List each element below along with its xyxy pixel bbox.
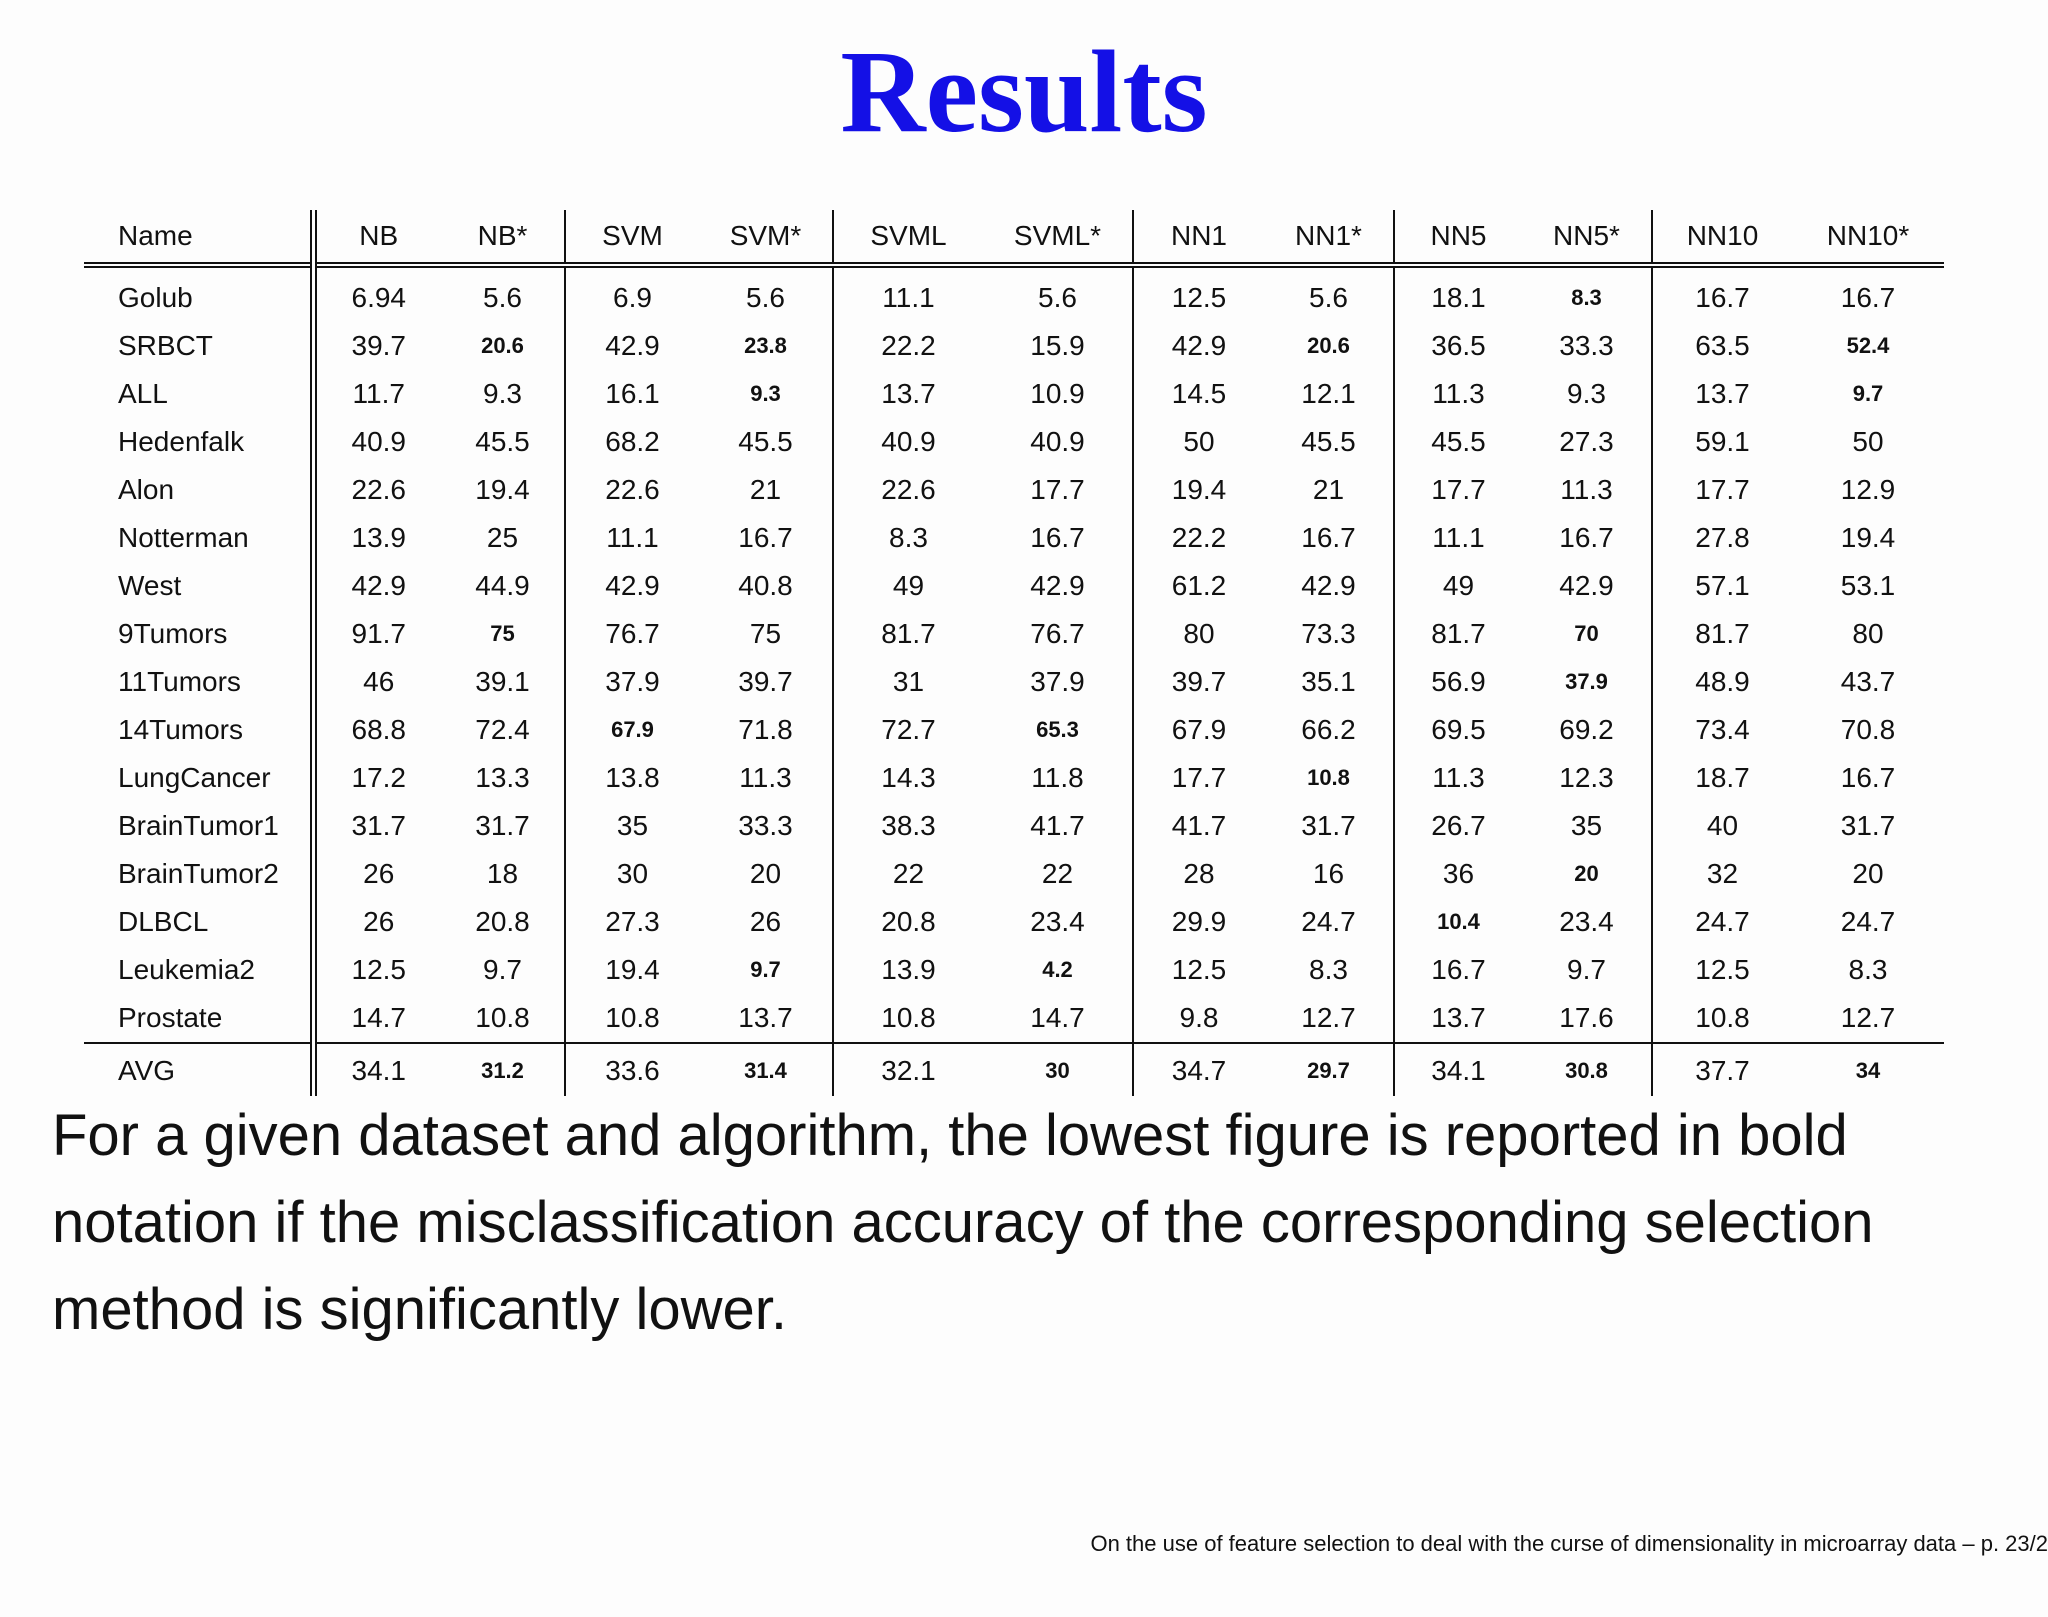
value-cell: 75 (749, 618, 782, 649)
value-cell: 12.9 (1840, 474, 1896, 505)
value-cell: 42.9 (565, 562, 699, 610)
caption-text: For a given dataset and algorithm, the lowest figure is reported in bold notation if the misclassification accuracy of the corresponding selection method is significantly lower. (52, 1103, 1874, 1342)
value-cell: 32 (1652, 850, 1792, 898)
table-row (84, 994, 1944, 1043)
value-cell: 4.2 (1042, 957, 1073, 982)
value-cell: 45.5 (738, 426, 793, 457)
value-cell: 75 (490, 621, 515, 646)
column-header-nn1-star: NN1* (1264, 210, 1394, 265)
value-cell: 52.4 (1846, 333, 1890, 358)
value-cell: 11.3 (1560, 474, 1613, 505)
value-cell: 42.9 (1030, 570, 1085, 601)
value-cell: 11.1 (1394, 514, 1522, 562)
value-cell: 17.7 (1133, 754, 1264, 802)
value-cell: 39.1 (475, 666, 530, 697)
value-cell: 11.8 (1031, 762, 1084, 793)
table-row (84, 754, 1944, 802)
value-cell: 19.4 (1840, 522, 1896, 553)
value-cell: 13.7 (1394, 994, 1522, 1043)
value-cell: 12.7 (1301, 1002, 1356, 1033)
table-row (84, 322, 1944, 370)
value-cell: 18.1 (1394, 265, 1522, 322)
value-cell: 40.9 (313, 418, 441, 466)
value-cell: 40.9 (1030, 426, 1085, 457)
value-cell: 24.7 (1301, 906, 1356, 937)
value-cell: 10.8 (565, 994, 699, 1043)
value-cell: 27.3 (1559, 426, 1614, 457)
column-header-svml-star: SVML* (983, 210, 1133, 265)
value-cell: 19.4 (565, 946, 699, 994)
value-cell: 73.4 (1652, 706, 1792, 754)
value-cell: 71.8 (738, 714, 793, 745)
results-table-container (84, 210, 1944, 1096)
value-cell: 35.1 (1301, 666, 1356, 697)
value-cell: 81.7 (833, 610, 983, 658)
value-cell: 56.9 (1394, 658, 1522, 706)
value-cell: 31.7 (313, 802, 441, 850)
value-cell: 20.8 (475, 906, 530, 937)
value-cell: 39.7 (313, 322, 441, 370)
table-row (84, 946, 1944, 994)
value-cell: 48.9 (1652, 658, 1792, 706)
value-cell: 9.7 (1567, 954, 1606, 985)
value-cell: 22.6 (833, 466, 983, 514)
table-row (84, 802, 1944, 850)
value-cell: 22 (1041, 858, 1074, 889)
table-row (84, 514, 1944, 562)
value-cell: 19.4 (475, 474, 530, 505)
column-header-nn5-star: NN5* (1522, 210, 1652, 265)
value-cell: 16.7 (1394, 946, 1522, 994)
table-row (84, 418, 1944, 466)
value-cell: 26 (749, 906, 782, 937)
column-header-nn10: NN10 (1652, 210, 1792, 265)
value-cell: 37.7 (1652, 1043, 1792, 1096)
value-cell: 9.8 (1133, 994, 1264, 1043)
table-row (84, 658, 1944, 706)
value-cell: 32.1 (833, 1043, 983, 1096)
value-cell: 16.7 (738, 522, 793, 553)
value-cell: 63.5 (1652, 322, 1792, 370)
value-cell: 14.5 (1133, 370, 1264, 418)
value-cell: 23.4 (1559, 906, 1614, 937)
value-cell: 76.7 (565, 610, 699, 658)
value-cell: 70 (1574, 621, 1599, 646)
value-cell: 57.1 (1652, 562, 1792, 610)
value-cell: 5.6 (1038, 282, 1077, 313)
value-cell: 49 (833, 562, 983, 610)
value-cell: 13.7 (833, 370, 983, 418)
value-cell: 69.5 (1394, 706, 1522, 754)
dataset-name-cell: Hedenfalk (118, 426, 245, 457)
value-cell: 20 (749, 858, 782, 889)
value-cell: 45.5 (1394, 418, 1522, 466)
value-cell: 25 (486, 522, 519, 553)
value-cell: 28 (1133, 850, 1264, 898)
value-cell: 22.2 (1133, 514, 1264, 562)
value-cell: 53.1 (1840, 570, 1896, 601)
table-row (84, 466, 1944, 514)
value-cell: 43.7 (1840, 666, 1896, 697)
value-cell: 6.94 (313, 265, 441, 322)
value-cell: 26.7 (1394, 802, 1522, 850)
value-cell: 30.8 (1522, 1043, 1652, 1096)
value-cell: 20.6 (1307, 333, 1350, 358)
value-cell: 14.3 (833, 754, 983, 802)
value-cell: 37.9 (1565, 669, 1608, 694)
value-cell: 22 (833, 850, 983, 898)
value-cell: 12.5 (1133, 946, 1264, 994)
value-cell: 81.7 (1394, 610, 1522, 658)
value-cell: 29.9 (1133, 898, 1264, 946)
table-row (84, 898, 1944, 946)
dataset-name-cell: 14Tumors (118, 714, 244, 745)
value-cell: 13.7 (1652, 370, 1792, 418)
value-cell: 9.3 (483, 378, 522, 409)
table-row (84, 706, 1944, 754)
value-cell: 9.3 (1567, 378, 1606, 409)
value-cell: 42.9 (1559, 570, 1614, 601)
value-cell: 8.3 (1571, 285, 1602, 310)
dataset-name-cell: ALL (118, 378, 168, 409)
value-cell: 38.3 (833, 802, 983, 850)
value-cell: 19.4 (1133, 466, 1264, 514)
value-cell: 37.9 (565, 658, 699, 706)
column-header-svml: SVML (833, 210, 983, 265)
value-cell: 30 (983, 1043, 1133, 1096)
value-cell: 8.3 (1309, 954, 1348, 985)
value-cell: 24.7 (1840, 906, 1896, 937)
value-cell: 16.7 (1840, 762, 1896, 793)
value-cell: 5.6 (1309, 282, 1348, 313)
value-cell: 34.1 (1394, 1043, 1522, 1096)
value-cell: 65.3 (1036, 717, 1079, 742)
dataset-name-cell: Leukemia2 (118, 954, 255, 985)
value-cell: 34.1 (313, 1043, 441, 1096)
value-cell: 34.7 (1133, 1043, 1264, 1096)
value-cell: 5.6 (746, 282, 785, 313)
value-cell: 80 (1852, 618, 1884, 649)
value-cell: 42.9 (1301, 570, 1356, 601)
value-cell: 9.7 (483, 954, 522, 985)
value-cell: 44.9 (475, 570, 530, 601)
value-cell: 67.9 (565, 706, 699, 754)
dataset-name-cell: West (118, 570, 182, 601)
value-cell: 42.9 (313, 562, 441, 610)
value-cell: 42.9 (565, 322, 699, 370)
value-cell: 35 (565, 802, 699, 850)
dataset-name-cell: LungCancer (118, 762, 271, 793)
value-cell: 17.7 (1652, 466, 1792, 514)
value-cell: 73.3 (1301, 618, 1356, 649)
value-cell: 10.8 (1307, 765, 1350, 790)
table-row (84, 610, 1944, 658)
value-cell: 12.5 (1652, 946, 1792, 994)
value-cell: 22.2 (833, 322, 983, 370)
dataset-name-cell: BrainTumor2 (118, 858, 279, 889)
value-cell: 40.9 (833, 418, 983, 466)
value-cell: 39.7 (1133, 658, 1264, 706)
value-cell: 68.8 (313, 706, 441, 754)
value-cell: 31 (833, 658, 983, 706)
value-cell: 45.5 (475, 426, 530, 457)
column-header-nb: NB (313, 210, 441, 265)
value-cell: 9.3 (750, 381, 781, 406)
value-cell: 41.7 (1030, 810, 1085, 841)
value-cell: 80 (1133, 610, 1264, 658)
dataset-name-cell: Prostate (118, 1002, 223, 1033)
value-cell: 16.1 (565, 370, 699, 418)
value-cell: 69.2 (1559, 714, 1614, 745)
value-cell: 61.2 (1133, 562, 1264, 610)
value-cell: 11.3 (1394, 370, 1522, 418)
dataset-name-cell: 9Tumors (118, 618, 228, 649)
value-cell: 33.3 (738, 810, 793, 841)
value-cell: 10.8 (1652, 994, 1792, 1043)
value-cell: 26 (313, 850, 441, 898)
footer-text: On the use of feature selection to deal with the curse of dimensionality in microarray data – p. 23/2 (1090, 1531, 2048, 1556)
value-cell: 16.7 (1559, 522, 1614, 553)
value-cell: 72.4 (475, 714, 530, 745)
dataset-name-cell: DLBCL (118, 906, 209, 937)
dataset-name-cell: BrainTumor1 (118, 810, 279, 841)
value-cell: 76.7 (1030, 618, 1085, 649)
value-cell: 68.2 (565, 418, 699, 466)
value-cell: 41.7 (1133, 802, 1264, 850)
value-cell: 5.6 (483, 282, 522, 313)
value-cell: 11.3 (739, 762, 792, 793)
value-cell: 10.9 (1030, 378, 1085, 409)
value-cell: 33.3 (1559, 330, 1614, 361)
dataset-name-cell: Golub (118, 282, 193, 313)
dataset-name-cell: 11Tumors (118, 666, 241, 697)
value-cell: 35 (1570, 810, 1603, 841)
value-cell: 27.3 (565, 898, 699, 946)
value-cell: 27.8 (1652, 514, 1792, 562)
value-cell: 20.8 (833, 898, 983, 946)
value-cell: 91.7 (313, 610, 441, 658)
value-cell: 10.8 (475, 1002, 530, 1033)
value-cell: 49 (1394, 562, 1522, 610)
value-cell: 18.7 (1652, 754, 1792, 802)
dataset-name-cell: Notterman (118, 522, 249, 553)
table-row (84, 562, 1944, 610)
value-cell: 21 (1312, 474, 1345, 505)
value-cell: 50 (1133, 418, 1264, 466)
value-cell: 16.7 (1030, 522, 1085, 553)
value-cell: 26 (313, 898, 441, 946)
value-cell: 34 (1792, 1043, 1944, 1096)
column-header-nb-star: NB* (441, 210, 565, 265)
value-cell: 8.3 (833, 514, 983, 562)
value-cell: 9.7 (1852, 381, 1884, 406)
column-header-svm-star: SVM* (699, 210, 833, 265)
table-body (84, 265, 1944, 1096)
value-cell: 11.3 (1394, 754, 1522, 802)
value-cell: 30 (565, 850, 699, 898)
value-cell: 37.9 (1030, 666, 1085, 697)
value-cell: 20 (1852, 858, 1884, 889)
value-cell: 46 (313, 658, 441, 706)
value-cell: 13.7 (738, 1002, 793, 1033)
value-cell: 13.8 (565, 754, 699, 802)
value-cell: 12.7 (1840, 1002, 1896, 1033)
value-cell: 33.6 (565, 1043, 699, 1096)
value-cell: 31.7 (1301, 810, 1356, 841)
value-cell: 12.1 (1301, 378, 1356, 409)
value-cell: 10.4 (1394, 898, 1522, 946)
slide-title: Results (840, 26, 1208, 157)
column-header-nn1: NN1 (1133, 210, 1264, 265)
value-cell: 14.7 (1030, 1002, 1085, 1033)
column-header-nn5: NN5 (1394, 210, 1522, 265)
value-cell: 16.7 (1301, 522, 1356, 553)
value-cell: 15.9 (1030, 330, 1085, 361)
value-cell: 13.9 (313, 514, 441, 562)
value-cell: 13.3 (475, 762, 530, 793)
table-row (84, 370, 1944, 418)
value-cell: 16.7 (1652, 265, 1792, 322)
value-cell: 40.8 (738, 570, 793, 601)
value-cell: 81.7 (1652, 610, 1792, 658)
value-cell: 59.1 (1652, 418, 1792, 466)
value-cell: 31.7 (475, 810, 530, 841)
table-row (84, 265, 1944, 322)
value-cell: 23.4 (1030, 906, 1085, 937)
value-cell: 66.2 (1301, 714, 1356, 745)
value-cell: 72.7 (833, 706, 983, 754)
column-header-svm: SVM (565, 210, 699, 265)
value-cell: 10.8 (833, 994, 983, 1043)
value-cell: 16 (1312, 858, 1345, 889)
value-cell: 21 (749, 474, 782, 505)
results-table (84, 210, 1944, 1096)
value-cell: 36 (1394, 850, 1522, 898)
value-cell: 9.7 (750, 957, 781, 982)
value-cell: 6.9 (565, 265, 699, 322)
value-cell: 70.8 (1840, 714, 1896, 745)
column-header-name: Name (84, 210, 313, 265)
value-cell: 13.9 (833, 946, 983, 994)
value-cell: 17.7 (1030, 474, 1085, 505)
value-cell: 17.7 (1394, 466, 1522, 514)
value-cell: 39.7 (738, 666, 793, 697)
value-cell: 8.3 (1848, 954, 1888, 985)
value-cell: 29.7 (1264, 1043, 1394, 1096)
value-cell: 31.7 (1840, 810, 1896, 841)
dataset-name-cell: Alon (118, 474, 175, 505)
table-row (84, 850, 1944, 898)
value-cell: 11.1 (833, 265, 983, 322)
value-cell: 12.3 (1559, 762, 1614, 793)
value-cell: 40 (1652, 802, 1792, 850)
dataset-name-cell: SRBCT (118, 330, 213, 361)
value-cell: 36.5 (1394, 322, 1522, 370)
value-cell: 17.2 (313, 754, 441, 802)
value-cell: 45.5 (1301, 426, 1356, 457)
value-cell: 16.7 (1840, 282, 1896, 313)
value-cell: 67.9 (1133, 706, 1264, 754)
value-cell: 50 (1852, 426, 1884, 457)
value-cell: 12.5 (313, 946, 441, 994)
value-cell: 11.1 (565, 514, 699, 562)
value-cell: 22.6 (565, 466, 699, 514)
value-cell: 14.7 (313, 994, 441, 1043)
value-cell: 12.5 (1133, 265, 1264, 322)
dataset-name-cell: AVG (84, 1043, 313, 1096)
value-cell: 18 (486, 858, 519, 889)
value-cell: 17.6 (1559, 1002, 1614, 1033)
column-header-nn10-star: NN10* (1792, 210, 1944, 265)
value-cell: 24.7 (1652, 898, 1792, 946)
value-cell: 42.9 (1133, 322, 1264, 370)
value-cell: 31.2 (441, 1043, 565, 1096)
value-cell: 20.6 (481, 333, 524, 358)
table-row-avg (84, 1043, 1944, 1096)
value-cell: 31.4 (699, 1043, 833, 1096)
value-cell: 20 (1574, 861, 1599, 886)
value-cell: 11.7 (313, 370, 441, 418)
table-header-row (84, 210, 1944, 265)
value-cell: 23.8 (744, 333, 787, 358)
value-cell: 22.6 (313, 466, 441, 514)
